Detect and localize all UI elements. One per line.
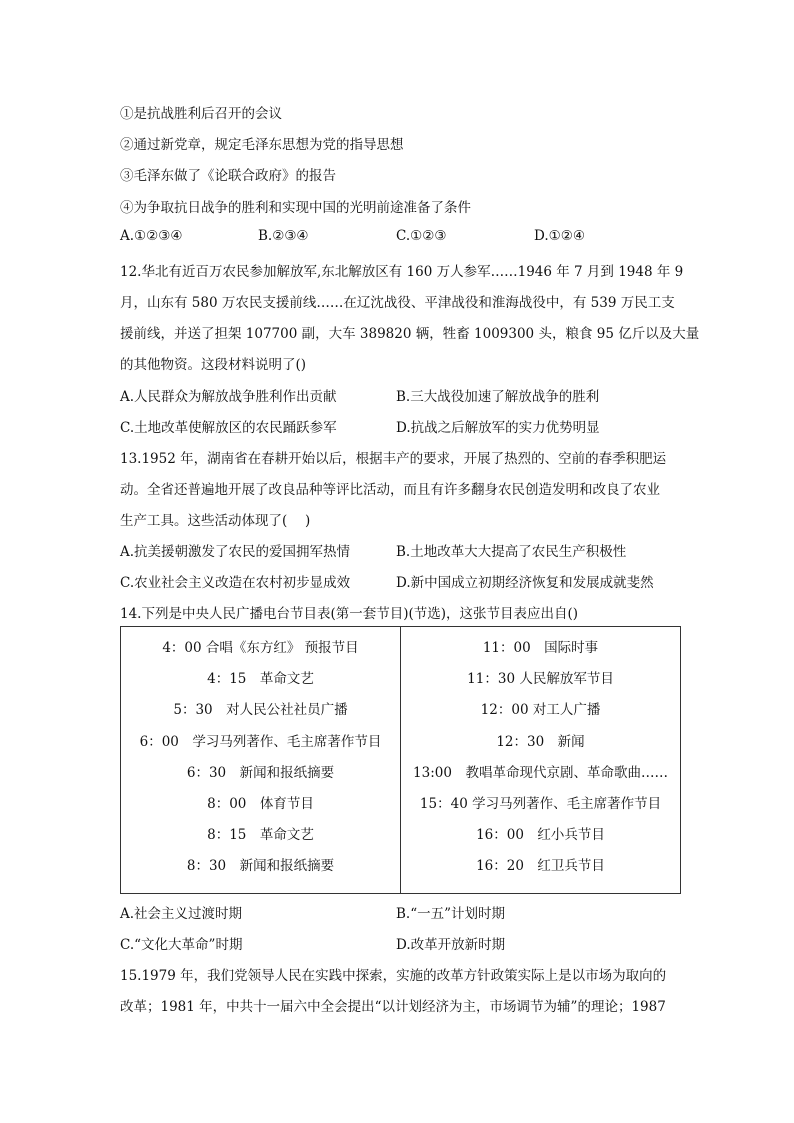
schedule-row: 8：15 革命文艺 — [207, 827, 314, 844]
schedule-row: 8：00 体育节目 — [207, 795, 314, 812]
schedule-row: 5：30 对人民公社社员广播 — [173, 702, 348, 719]
schedule-row: 6：00 学习马列著作、毛主席著作节目 — [139, 733, 382, 750]
q11-item-4: ④为争取抗日战争的胜利和实现中国的光明前途准备了条件 — [120, 200, 471, 216]
schedule-row: 6：30 新闻和报纸摘要 — [186, 764, 335, 781]
q14-option-d: D.改革开放新时期 — [396, 937, 506, 953]
q11-option-a: A.①②③④ — [120, 228, 183, 244]
q11-option-b: B.②③④ — [258, 228, 309, 244]
q11-option-c: C.①②③ — [396, 228, 447, 244]
schedule-row: 8：30 新闻和报纸摘要 — [186, 858, 335, 875]
schedule-row: 16：20 红卫兵节目 — [476, 858, 605, 875]
q14-option-a: A.社会主义过渡时期 — [120, 906, 243, 922]
q12-stem-line-1: 12.华北有近百万农民参加解放军,东北解放区有 160 万人参军……1946 年 7 月到 1948 年 9 — [120, 264, 684, 280]
q12-option-c: C.土地改革使解放区的农民踊跃参军 — [120, 420, 337, 436]
q11-item-1: ①是抗战胜利后召开的会议 — [120, 106, 282, 122]
q14-stem: 14.下列是中央人民广播电台节目表(第一套节目)(节选)，这张节目表应出自() — [120, 606, 579, 622]
q12-option-d: D.抗战之后解放军的实力优势明显 — [396, 420, 600, 436]
q15-stem-line-2: 改革；1981 年，中共十一届六中全会提出“以计划经济为主，市场调节为辅”的理论；1987 — [120, 999, 666, 1015]
q15-stem-line-1: 15.1979 年，我们党领导人民在实践中探索，实施的改革方针政策实际上是以市场为取向的 — [120, 968, 667, 984]
schedule-row: 12：00 对工人广播 — [480, 702, 601, 719]
q13-stem-line-3: 生产工具。这些活动体现了( ) — [120, 513, 311, 529]
q12-option-b: B.三大战役加速了解放战争的胜利 — [396, 389, 600, 405]
q12-stem-line-3: 援前线，并送了担架 107700 副，大车 389820 辆，牲畜 1009300 头，粮食 95 亿斤以及大量 — [120, 326, 700, 342]
program-schedule-table — [120, 626, 681, 894]
q11-item-2: ②通过新党章，规定毛泽东思想为党的指导思想 — [120, 137, 404, 153]
q12-stem-line-4: 的其他物资。这段材料说明了() — [120, 357, 307, 373]
schedule-row: 4：00 合唱《东方红》 预报节目 — [162, 640, 359, 656]
q13-option-b: B.土地改革大大提高了农民生产积极性 — [396, 544, 627, 560]
q13-option-d: D.新中国成立初期经济恢复和发展成就斐然 — [396, 575, 654, 591]
schedule-row: 11：00 国际时事 — [482, 640, 599, 656]
q13-stem-line-1: 13.1952 年，湖南省在春耕开始以后，根据丰产的要求，开展了热烈的、空前的春季积肥运 — [120, 451, 667, 467]
q11-item-3: ③毛泽东做了《论联合政府》的报告 — [120, 168, 336, 184]
q12-stem-line-2: 月，山东有 580 万农民支援前线……在辽沈战役、平津战役和淮海战役中，有 539 万民工支 — [120, 295, 675, 311]
schedule-row: 15：40 学习马列著作、毛主席著作节目 — [419, 795, 662, 812]
q13-option-c: C.农业社会主义改造在农村初步显成效 — [120, 575, 351, 591]
q11-option-d: D.①②④ — [534, 228, 585, 244]
q14-option-b: B.“一五”计划时期 — [396, 906, 506, 922]
q12-option-a: A.人民群众为解放战争胜利作出贡献 — [120, 389, 337, 405]
schedule-left-column — [121, 627, 401, 894]
q13-stem-line-2: 动。全省还普遍地开展了改良品种等评比活动，而且有许多翻身农民创造发明和改良了农业 — [120, 482, 660, 498]
schedule-row: 12：30 新闻 — [496, 733, 585, 750]
schedule-right-column — [401, 627, 681, 894]
schedule-row: 4：15 革命文艺 — [207, 671, 314, 688]
schedule-row: 16：00 红小兵节目 — [476, 827, 605, 844]
q14-option-c: C.“文化大革命”时期 — [120, 937, 243, 953]
schedule-row: 13:00 教唱革命现代京剧、革命歌曲…… — [413, 764, 668, 781]
schedule-row: 11：30 人民解放军节目 — [467, 671, 614, 688]
q13-option-a: A.抗美援朝激发了农民的爱国拥军热情 — [120, 544, 351, 560]
